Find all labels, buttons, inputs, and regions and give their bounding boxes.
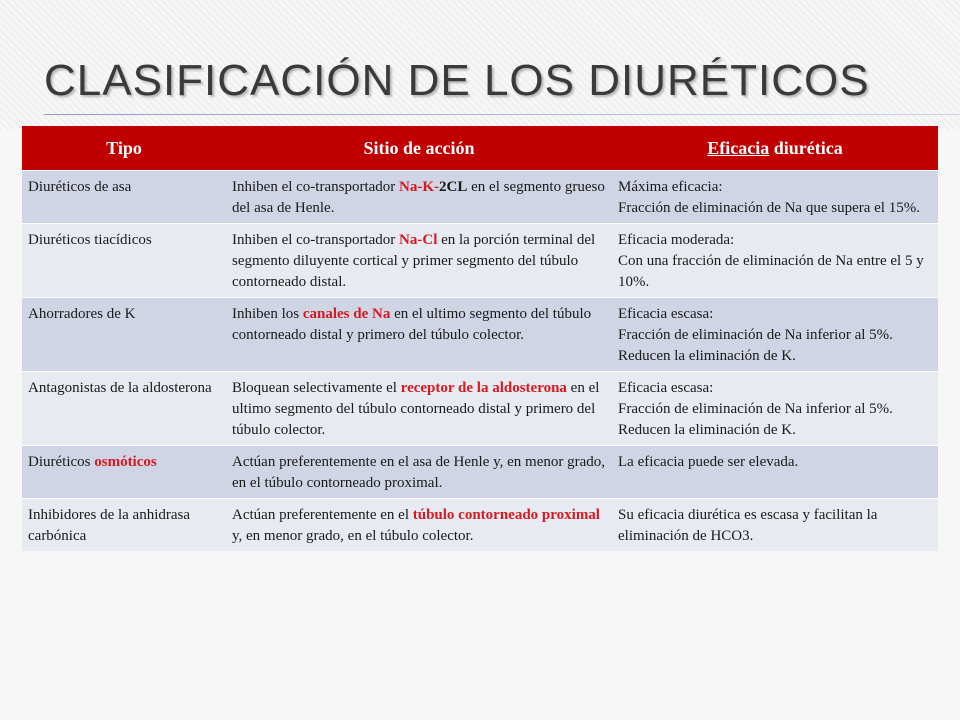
cell-sitio xyxy=(226,372,612,446)
cell-text: en el segmento grueso del asa de Henle. xyxy=(232,179,605,216)
cell-text: Diuréticos xyxy=(28,454,95,470)
eficacia-label: Eficacia escasa: xyxy=(618,306,714,322)
cell-sitio xyxy=(226,499,612,552)
cell-text: Actúan preferentemente en el xyxy=(232,507,413,523)
cell-text: Bloquean selectivamente el xyxy=(232,380,401,396)
cell-tipo xyxy=(22,446,226,499)
cell-text: Inhiben los xyxy=(232,306,303,322)
table-row xyxy=(22,446,938,499)
cell-tipo: Ahorradores de K xyxy=(22,298,226,372)
eficacia-label: La eficacia puede ser elevada. xyxy=(618,454,799,470)
eficacia-label: Eficacia escasa: xyxy=(618,380,714,396)
cell-sitio xyxy=(226,298,612,372)
table-row xyxy=(22,224,938,298)
highlighted-term: receptor de la aldosterona xyxy=(400,380,567,396)
table-row xyxy=(22,372,938,446)
cell-text: y, en menor grado, en el túbulo colector. xyxy=(232,528,474,544)
eficacia-label: Máxima eficacia: xyxy=(618,179,723,195)
cell-text: en la porción terminal del segmento diluyente cortical y primer segmento del túbulo contorneado distal. xyxy=(232,232,596,290)
eficacia-detail: Reducen la eliminación de K. xyxy=(618,348,796,364)
cell-tipo: Inhibidores de la anhidrasa carbónica xyxy=(22,499,226,552)
cell-sitio xyxy=(226,171,612,224)
highlighted-term: osmóticos xyxy=(94,454,157,470)
header-tipo: Tipo xyxy=(22,126,226,171)
title-divider xyxy=(44,114,960,115)
cell-tipo: Diuréticos tiacídicos xyxy=(22,224,226,298)
cell-sitio xyxy=(226,446,612,499)
header-sitio: Sitio de acción xyxy=(226,126,612,171)
header-eficacia-underlined: Eficacia xyxy=(707,137,770,158)
header-eficacia-rest: diurética xyxy=(769,137,843,158)
eficacia-label: Eficacia moderada: xyxy=(618,232,735,248)
cell-sitio xyxy=(226,224,612,298)
table-row xyxy=(22,499,938,552)
cell-text: Inhiben el co-transportador xyxy=(232,232,400,248)
cell-text: en el ultimo segmento del túbulo contorneado distal y primero del túbulo colector. xyxy=(232,380,600,438)
cell-text: Inhiben el co-transportador xyxy=(232,179,400,195)
eficacia-detail: Reducen la eliminación de K. xyxy=(618,422,796,438)
cell-eficacia xyxy=(612,372,938,446)
eficacia-detail: Fracción de eliminación de Na inferior al 5%. xyxy=(618,401,893,417)
table-row xyxy=(22,171,938,224)
slide-title: CLASIFICACIÓN DE LOS DIURÉTICOS xyxy=(44,56,870,105)
header-eficacia xyxy=(612,126,938,171)
highlighted-term: túbulo contorneado proximal xyxy=(412,507,600,523)
table-header-row xyxy=(22,126,938,171)
highlighted-term: Na-Cl xyxy=(399,232,438,248)
cell-eficacia xyxy=(612,446,938,499)
cell-eficacia xyxy=(612,298,938,372)
eficacia-detail: Fracción de eliminación de Na que supera el 15%. xyxy=(618,200,920,216)
highlighted-term: canales de Na xyxy=(302,306,391,322)
diuretics-table xyxy=(22,126,938,551)
eficacia-detail: Con una fracción de eliminación de Na entre el 5 y 10%. xyxy=(618,253,924,290)
cell-text: en el ultimo segmento del túbulo contorneado distal y primero del túbulo colector. xyxy=(232,306,592,343)
highlighted-term: Na-K- xyxy=(399,179,440,195)
cell-eficacia xyxy=(612,499,938,552)
cell-tipo: Diuréticos de asa xyxy=(22,171,226,224)
eficacia-detail: Fracción de eliminación de Na inferior al 5%. xyxy=(618,327,893,343)
cell-tipo: Antagonistas de la aldosterona xyxy=(22,372,226,446)
eficacia-label: Su eficacia diurética es escasa y facilitan la eliminación de HCO3. xyxy=(618,507,878,544)
cell-eficacia xyxy=(612,224,938,298)
cell-eficacia xyxy=(612,171,938,224)
cell-text: 2CL xyxy=(439,179,468,195)
table-row xyxy=(22,298,938,372)
cell-text: Actúan preferentemente en el asa de Henle y, en menor grado, en el túbulo contorneado proximal. xyxy=(232,454,606,491)
